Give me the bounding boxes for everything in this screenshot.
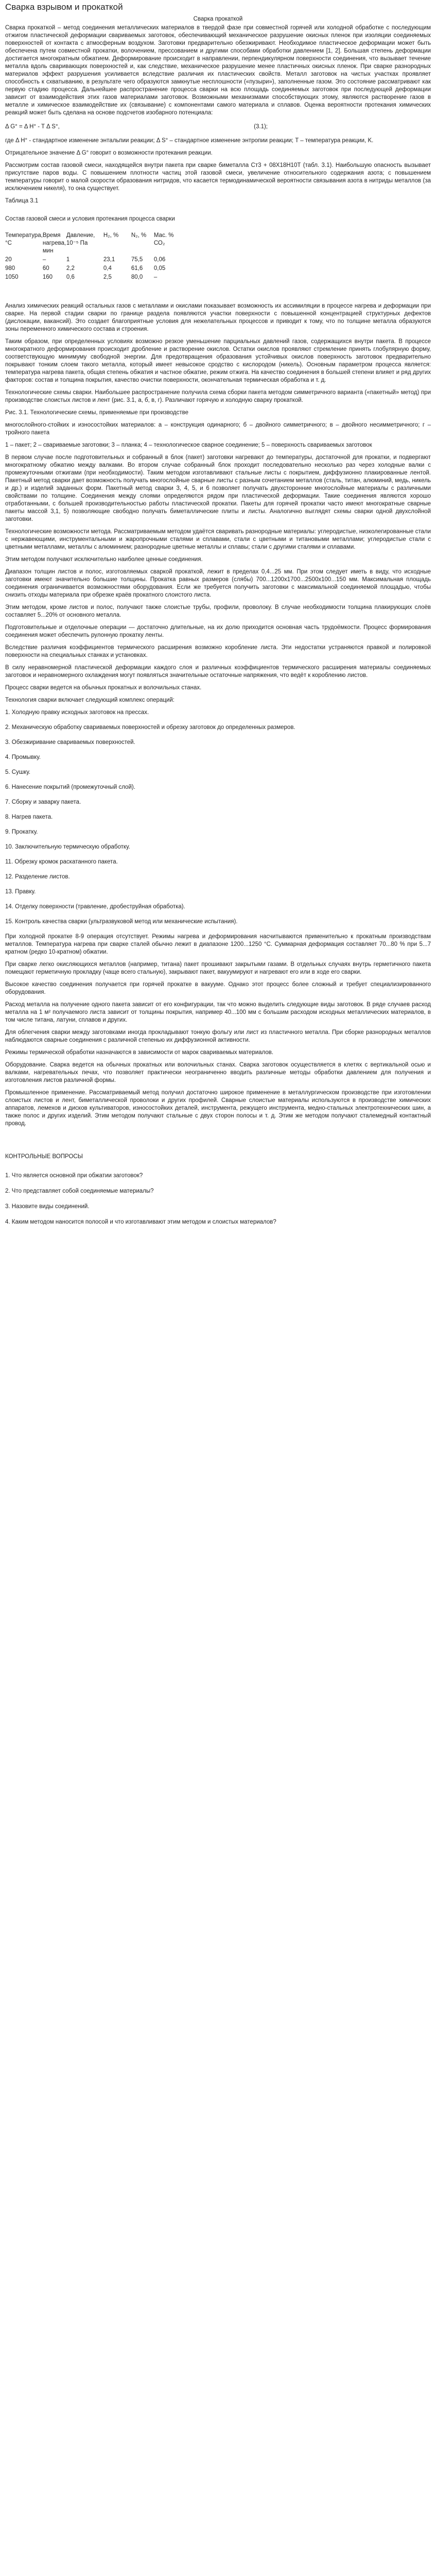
list-item: 6. Нанесение покрытий (промежуточный слой). [5, 784, 135, 790]
figure-legend: 1 – пакет; 2 – свариваемые заготовки; 3 – планка; 4 – технологическое сварное соединение; 5 – поверхность свариваемых заготовок [5, 442, 372, 448]
figure-caption: Рис. 3.1. Технологические схемы, применяемые при производстве [5, 410, 189, 416]
table-cell: 0,6 [66, 274, 75, 280]
list-item: 13. Правку. [5, 889, 36, 895]
paragraph: Рассмотрим состав газовой смеси, находящейся внутри пакета при сварке биметалла Ст3 + 08Х18Н10Т (табл. 3.1). Наибольшую опасность вызывает присутствие паров воды. С повышением плотности частиц этой газовой смеси, увеличение относительного содержания азота; с повышением температуры говорит о малой скорости образования нитридов, что касается термодинамической вероятности связывания азота в нитриды металлов (за исключением никеля), то она существует. [5, 162, 431, 192]
equation-number: (3.1); [254, 124, 268, 130]
list-item: 8. Нагрев пакета. [5, 814, 53, 820]
paragraph: Оборудование. Сварка ведется на обычных прокатных или волочильных станах. Сварка заготовок осуществляется в клетях с вертикальной осью и валками, нагревательных печах, что позволяет практически неограниченно вводить различные методы обработки давлением для получения и изготовления листов различной формы. [5, 1062, 431, 1083]
list-item: 14. Отделку поверхности (травление, дробеструйная обработка). [5, 904, 185, 910]
table-cell: 1050 [5, 274, 19, 280]
table-cell: 980 [5, 265, 15, 272]
table-cell: 1 [66, 257, 70, 263]
intro-paragraph: Сварка прокаткой – метод соединения металлических материалов в твердой фазе при совместной горячей или холодной обработке с последующим отжигом пластической деформации свариваемых заготовок, обеспечивающий механическое разрушение окисных пленок при изоляции соединяемых поверхностей от контакта с атмосферным воздухом. Заготовки предварительно обезжиривают. Необходимое пластическое деформации может быть обеспечена путем совместной прокатки, волочением, прессованием и другими способами обработки давлением [1, 2]. Большая степень деформации достигается многократным обжатием. Деформирование происходит в направлении, перпендикулярном поверхности соединения, что вызывает течение металла вдоль сваривающих поверхностей и, как следствие, механическое разрушение менее пластичных окисных пленок. При сварке разнородных материалов эффект разрушения усиливается вследствие различия их пластических свойств. Металл заготовок на чистых участках проявляет способность к схватыванию, в результате чего образуются замкнутые несплошности («пузыри»), заполненные газом. Это состояние рассматривают как первую стадию процесса. Дальнейшее распространение процесса сварки на всю площадь соединяемых заготовок при последующей деформации зависит от взаимодействия этих газов материалами заготовок. Возможными механизмами способствующих этому, являются растворение газов в металле и химическое взаимодействие их (связывание) с компонентами самого материала и сплавов. Оценка вероятности протекания химических реакций может быть сделана на основе подсчетов изобарного потенциала: [5, 25, 431, 116]
list-item: 10. Заключительную термическую обработку. [5, 844, 130, 850]
list-item: 15. Контроль качества сварки (ультразвуковой метод или механические испытания). [5, 919, 238, 925]
table-header-cell: Время нагрева, мин [42, 232, 66, 254]
table-header-cell: N₂, % [131, 232, 147, 239]
paragraph: Технологические схемы сварки. Наибольшее распространение получила схема сборки пакета методом симметричного варианта («пакетный» метод) при производстве слоистых листов и лент (рис. 3.1, а, б, в, г). Различают горячую и холодную сварку прокаткой. [5, 389, 431, 403]
table-cell: – [153, 274, 158, 280]
table-cell: 0,05 [153, 265, 166, 272]
document-page [0, 0, 436, 1249]
paragraph: Расход металла на получение одного пакета зависит от его конфигурации, так что можно выделить следующие виды заготовок. В ряде случаев расход металла на 1 м² получаемого листа зависит от толщины покрытия, например 40...100 мм с большим расходом исходных металлических материалов, в том числе титана, латуни, сплавов и других. [5, 1002, 431, 1023]
gas-composition-table [5, 231, 185, 282]
paragraph: Высокое качество соединения получается при горячей прокатке в вакууме. Однако этот процесс более сложный и требует специализированного оборудования. [5, 981, 431, 995]
list-item: 7. Сборку и заварку пакета. [5, 799, 81, 805]
table-row [5, 273, 185, 282]
paragraph: В силу неравномерной пластической деформации каждого слоя и различных коэффициентов термического расширения материалы соединяемых заготовок и неравномерного охлаждения могут появляться значительные остаточные напряжения, что ведёт к короблению листов. [5, 665, 431, 679]
table-header-row [5, 231, 185, 256]
questions-heading: КОНТРОЛЬНЫЕ ВОПРОСЫ [5, 1154, 83, 1160]
paragraph: Вследствие различия коэффициентов термического расширения возможно коробление листа. Эти недостатки устраняются правкой и полировкой поверхности на специальных станках и установках. [5, 645, 431, 658]
table-row [5, 256, 185, 264]
table-cell: 2,5 [103, 274, 112, 280]
table-label: Таблица 3.1 [5, 198, 39, 204]
table-header-cell: Н₂, % [103, 232, 119, 239]
table-cell: 61,6 [131, 265, 143, 272]
questions-list [5, 1172, 431, 1226]
table-cell: 20 [5, 257, 12, 263]
table-cell: 23,1 [103, 257, 115, 263]
table-cell: 60 [42, 265, 49, 272]
paragraph: В первом случае после подготовительных и собранный в блок (пакет) заготовки нагревают до температуры, достаточной для прокатки, и подвергают многократному обжатию между валками. Во втором случае собранный блок проходит последовательно несколько раз через холодные валки с промежуточными отжигами (при необходимости). Таким методом изготавливают стальные листы с покрытием, диффузионно плакированные лентой. Пакетный метод сварки дает возможность получать многослойные сварные листы с разным сочетанием металлов (сталь, титан, алюминий, медь, никель и др.) и изделий заданных форм. Пакетный метод сварки 3, 4, 5, и 6 позволяет получать двухсторонние многослойные материалы с различными свойствами по толщине. Соединения между слоями определяются рядом при пластической деформации. Такие соединения являются хорошо отработанными, с большей производительностью работы пластической прокатки. Пакеты для горячей прокатки часто имеют многократные сварные пакеты массой 3,1, 5) позволяющие свободно получать биметаллические плиты и листы. Аналогично выглядят схемы сварки одной двухслойной заготовки. [5, 454, 431, 522]
paragraph: Диапазон толщин листов и полос, изготовляемых сваркой прокаткой, лежит в пределах 0,4...25 мм. При этом следует иметь в виду, что исходные заготовки имеют значительно большие толщины. Прокатка равных размеров (слябы) 700...1200х1700...2500х100...150 мм. Максимальная площадь соединения ограничивается возможностями оборудования. Если же требуется получить заготовки с максимальной соединяемой площадью, чтобы снизить отходы материала при обрезке краёв прокатного слоистого листа. [5, 569, 431, 598]
paragraph: Промышленное применение. Рассматриваемый метод получил достаточно широкое применение в металлургическом производстве при изготовлении слоистых листов и лент, биметаллической проволоки и других профилей. Сварные слоистые материалы используются в производстве химических аппаратов, лемехов и дисков культиваторов, износостойких деталей, инструмента, режущего инструмента, медно-стальных электротехнических шин, а также полос и других изделий. Этим методом получают стальные с двух сторон полосы и т. д. Этим же методом получают сталемедный контактный провод. [5, 1090, 431, 1127]
paragraph: Таким образом, при определенных условиях возможно резкое уменьшение парциальных давлений газов, содержащихся внутри пакета. В процессе многократного деформирования происходит дробление и растворение окислов. Остатки окислов проявляют стремление принять глобулярную форму, соответствующую минимуму свободной энергии. Для предотвращения образования устойчивых окислов поверхность заготовок предварительно покрывают тонким слоем такого металла, который имеет невысокое сродство с кислородом (никель). Основным параметром процесса является: температура нагрева пакета, общая степень обжатия и частное обжатие, режим отжига. На качество соединения в большей степени влияет и ряд других факторов: состав и толщина покрытия, качество очистки поверхности, окончательная термическая обработка и т. д. [5, 338, 431, 383]
table-header-cell: Давление, 10⁻⁵ Па [66, 232, 95, 246]
table-header-cell: Мас. % СО₂ [153, 232, 174, 246]
section-subtitle: Сварка прокаткой [193, 16, 243, 22]
paragraph: Режимы термической обработки назначаются в зависимости от марок свариваемых материалов. [5, 1049, 274, 1056]
paragraph: Технологические возможности метода. Рассматриваемым методом удаётся сваривать разнородные материалы: углеродистые, низколегированные стали с нержавеющими, инструментальными и жаропрочными сталями и сплавами, стали с цветными и титановыми металлами; углеродистые стали с цветными металлами, металлы с алюминием; разнородные цветные металлы и сплавы; стали с другими сталями и сплавами. [5, 529, 431, 550]
table-cell: 75,5 [131, 257, 143, 263]
paragraph: Для облегчения сварки между заготовками иногда прокладывают тонкую фольгу или лист из пластичного металла. При сборке разнородных металлов наблюдаются сварные соединения с различной степенью их диффузионной активности. [5, 1029, 431, 1043]
page-title: Сварка взрывом и прокаткой [5, 2, 123, 12]
table-caption: Состав газовой смеси и условия протекания процесса сварки [5, 216, 175, 222]
table-cell: 0,06 [153, 257, 166, 263]
question-item: 4. Каким методом наносится полосой и что изготавливают этим методом и слоистых материалов? [5, 1219, 276, 1225]
operations-list [5, 709, 431, 926]
table-cell: 160 [42, 274, 53, 280]
figure-caption-continued: многослойного-стойких и износостойких материалов: а – конструкция одинарного; б – двойного симметричного; в – двойного несимметричного; г – тройного пакета [5, 422, 431, 436]
list-item: 9. Прокатку. [5, 829, 38, 835]
paragraph: Анализ химических реакций остальных газов с металлами и окислами показывает возможность их ассимиляции в процессе нагрева и деформации при сварке. На первой стадии сварки по границе раздела появляются участки поверхности с повышенной концентрацией структурных дефектов (дислокации, вакансий). Это создает благоприятные условия для нежелательных процессов и приводит к тому, что по толщине металла образуются зоны переменного химического состава и строения. [5, 303, 431, 332]
paragraph: Подготовительные и отделочные операции — достаточно длительные, на их долю приходится основная часть трудоёмкости. Процесс формирования соединения может обеспечить рулонную прокатку ленты. [5, 624, 431, 638]
list-item: 3. Обезжиривание свариваемых поверхностей. [5, 739, 135, 745]
paragraph: Технология сварки включает следующий комплекс операций: [5, 697, 175, 703]
table-header-cell: Температура, °С [5, 232, 43, 246]
list-item: 4. Промывку. [5, 754, 41, 760]
equation-row [5, 123, 268, 131]
table-cell: 2,2 [66, 265, 75, 272]
question-item: 3. Назовите виды соединений. [5, 1204, 90, 1210]
list-item: 12. Разделение листов. [5, 874, 70, 880]
table-row [5, 264, 185, 273]
table-cell: 80,0 [131, 274, 143, 280]
question-item: 2. Что представляет собой соединяемые материалы? [5, 1188, 154, 1194]
list-item: 5. Сушку. [5, 769, 31, 775]
list-item: 2. Механическую обработку свариваемых поверхностей и обрезку заготовок до определенных размеров. [5, 724, 295, 731]
paragraph: Процесс сварки ведется на обычных прокатных и волочильных станах. [5, 685, 202, 691]
paragraph: где Δ H° - стандартное изменение энтальпии реакции; Δ S° – стандартное изменение энтропии реакции; T – температура реакции, K. [5, 138, 374, 144]
table-cell: – [42, 257, 46, 263]
list-item: 1. Холодную правку исходных заготовок на прессах. [5, 709, 149, 716]
equation-text: Δ G° = Δ H° - T Δ S°, [5, 124, 60, 130]
paragraph: При холодной прокатке 8-9 операция отсутствует. Режимы нагрева и деформирования насчитываются применительно к прокатным производствам металлов. Температура нагрева при сварке сталей обычно лежит в диапазоне 1200...1250 °С. Суммарная деформация составляет 70...80 % при 5...7 кратном (редко 10-кратном) обжатии. [5, 934, 431, 955]
paragraph: Отрицательное значение Δ G° говорит о возможности протекания реакции. [5, 150, 213, 156]
paragraph: Этим методом, кроме листов и полос, получают также слоистые трубы, профили, проволоку. В случае необходимости толщина плакирующих слоёв составляет 5...20% от основного металла. [5, 604, 431, 618]
table-cell: 0,4 [103, 265, 112, 272]
question-item: 1. Что является основной при обжатии заготовок? [5, 1173, 143, 1179]
paragraph: Этим методом получают исключительно наиболее ценные соединения. [5, 556, 203, 563]
list-item: 11. Обрезку кромок раскатанного пакета. [5, 859, 118, 865]
paragraph: При сварке легко окисляющихся металлов (например, титана) пакет прошивают закрытыми газами. В отдельных случаях внутрь герметичного пакета помещают герметичную прокладку (чаще всего стальную), закрывают пакет, вакуумируют и нагревают его или в ходе его сварки. [5, 961, 431, 975]
